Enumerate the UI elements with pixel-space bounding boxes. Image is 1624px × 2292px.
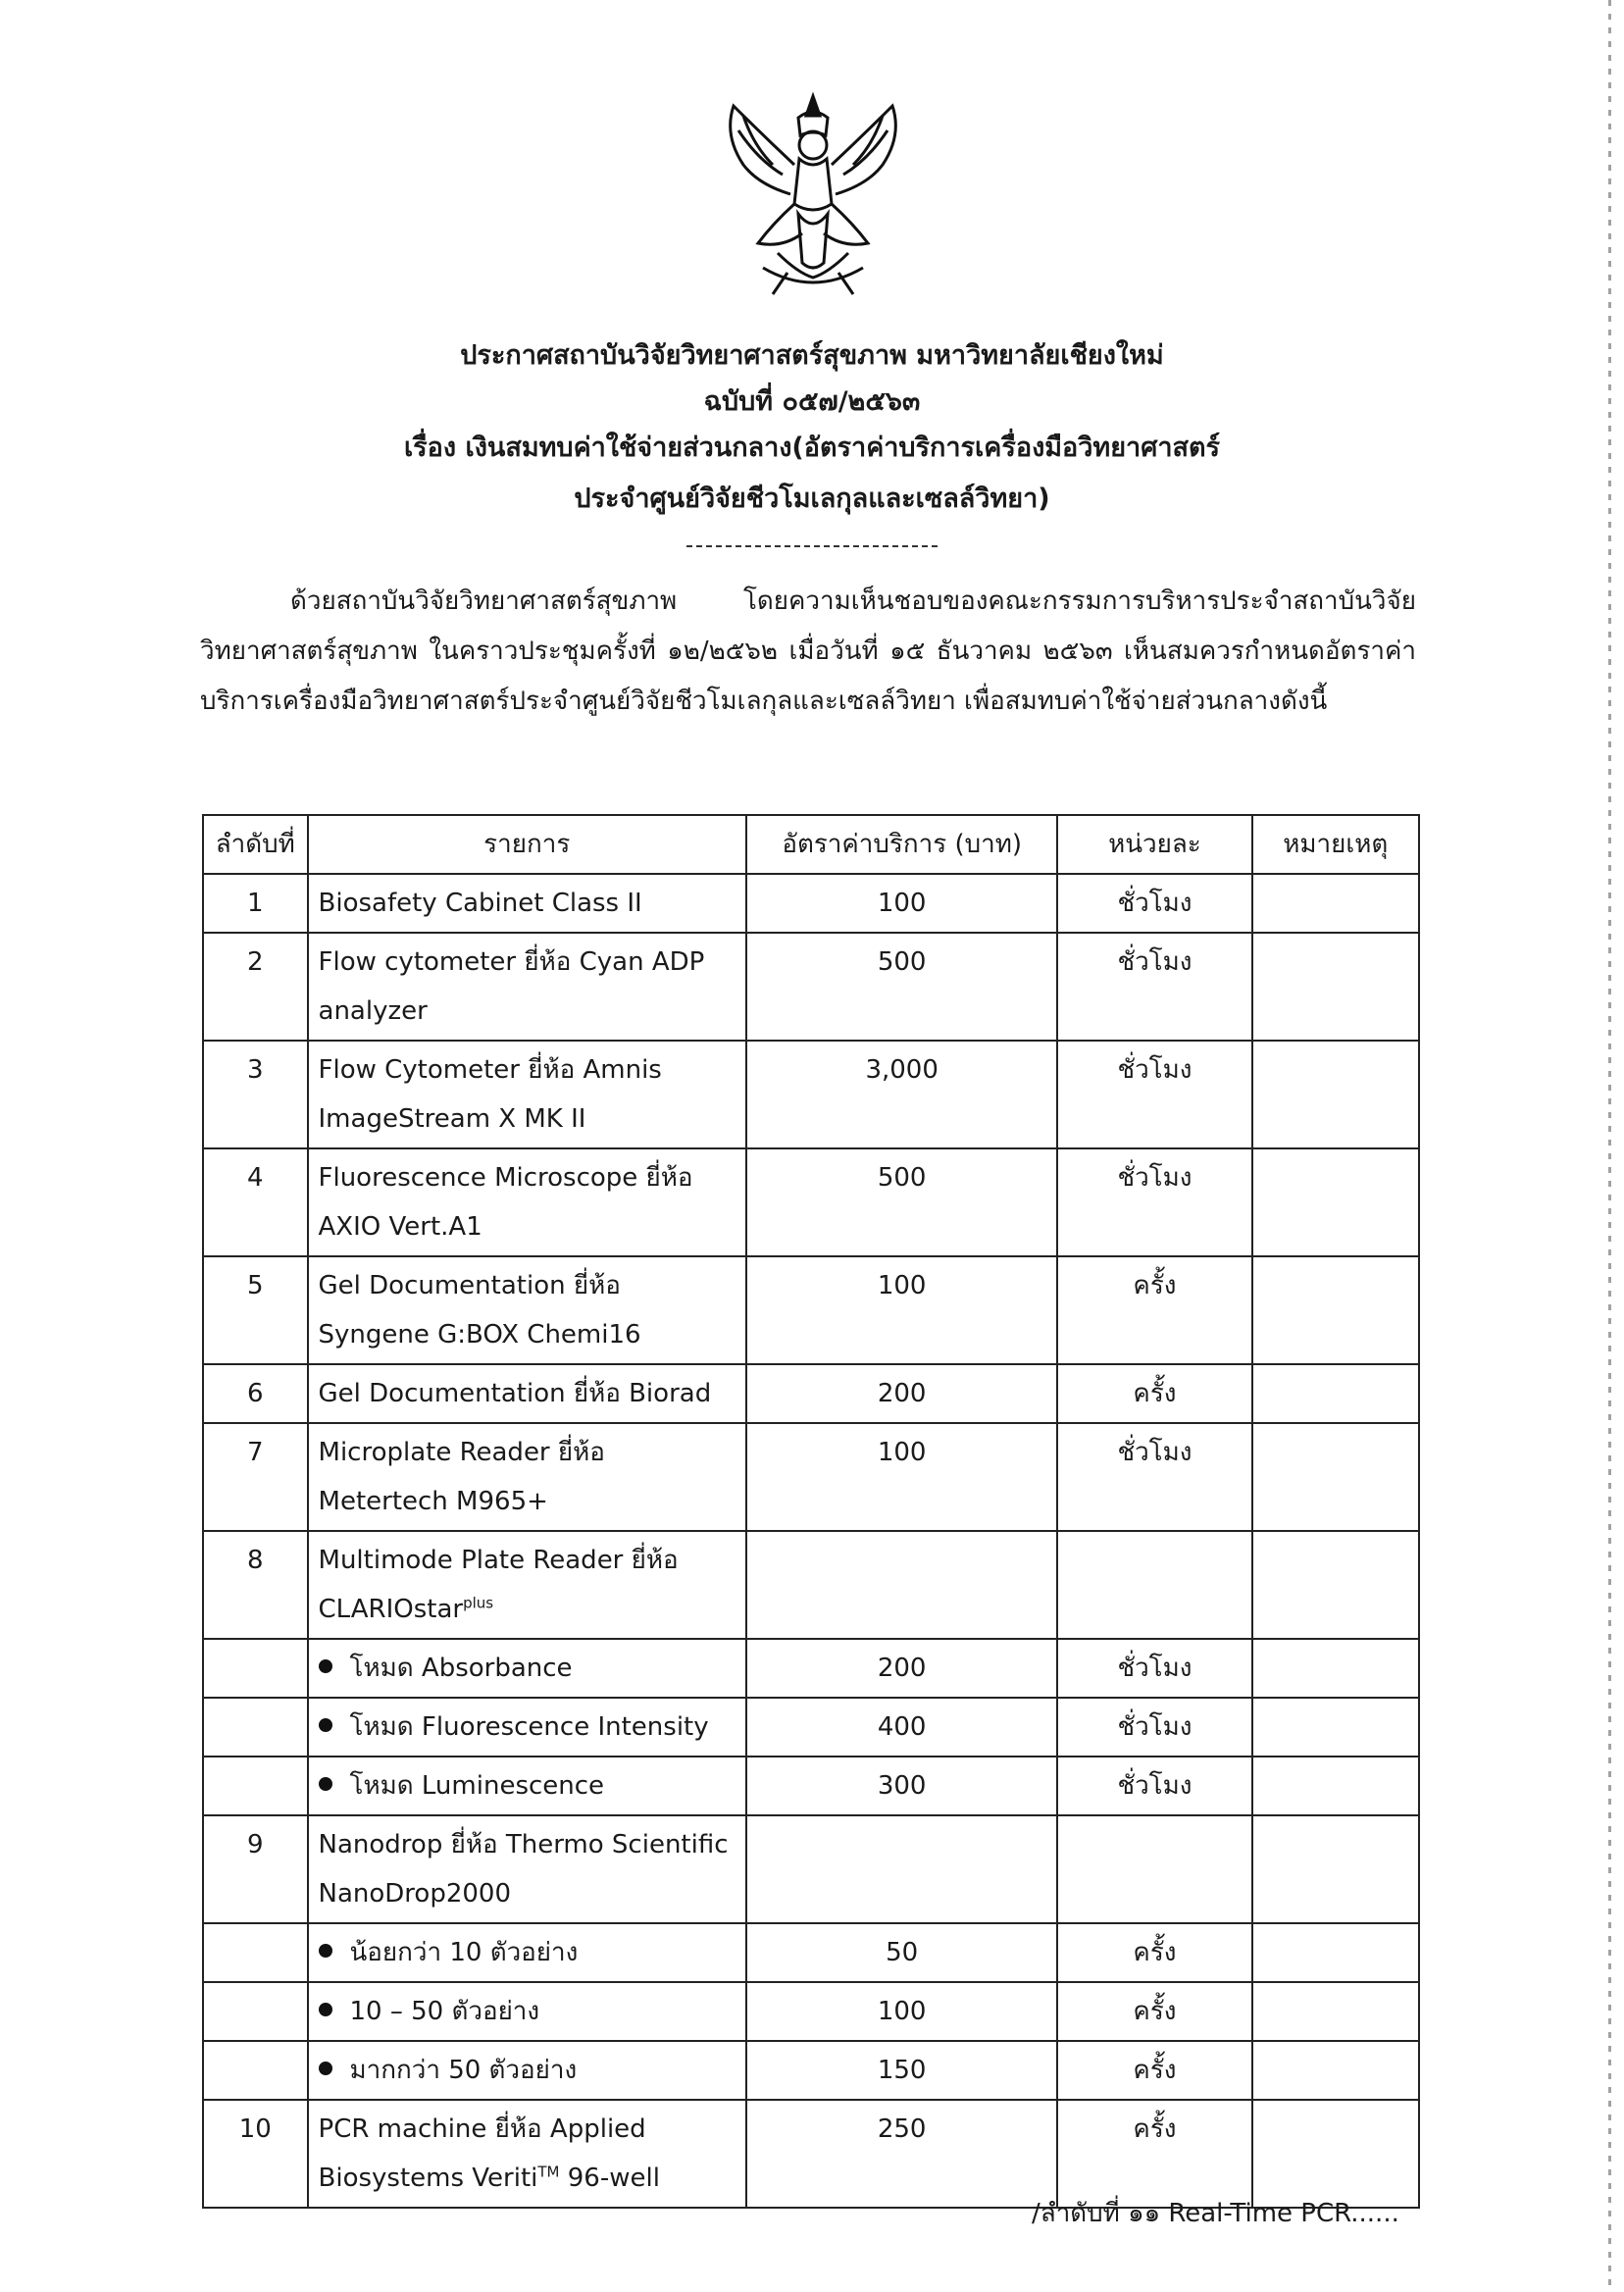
cell-no: 7 bbox=[203, 1423, 308, 1531]
item-text: โหมด Fluorescence Intensity bbox=[349, 1712, 709, 1742]
cell-note bbox=[1252, 1815, 1419, 1923]
item-superscript: plus bbox=[463, 1594, 494, 1612]
cell-unit: ชั่วโมง bbox=[1057, 1423, 1251, 1531]
cell-unit: ชั่วโมง bbox=[1057, 1757, 1251, 1815]
cell-rate: 200 bbox=[746, 1364, 1057, 1423]
cell-unit bbox=[1057, 1815, 1251, 1923]
cell-item bbox=[308, 1982, 746, 2041]
cell-rate: 400 bbox=[746, 1698, 1057, 1757]
cell-item bbox=[308, 1815, 746, 1923]
cell-no: 8 bbox=[203, 1531, 308, 1639]
bullet-icon bbox=[319, 1777, 332, 1791]
table-row bbox=[203, 1639, 1419, 1698]
cell-no: 1 bbox=[203, 874, 308, 933]
cell-item bbox=[308, 1364, 746, 1423]
announcement-title: ประกาศสถาบันวิจัยวิทยาศาสตร์สุขภาพ มหาวิทยาลัยเชียงใหม่ bbox=[460, 340, 1164, 371]
item-text: Gel Documentation ยี่ห้อ Biorad bbox=[318, 1379, 712, 1408]
table-header-row bbox=[203, 815, 1419, 874]
item-text: น้อยกว่า 10 ตัวอย่าง bbox=[349, 1938, 579, 1967]
cell-no: 5 bbox=[203, 1256, 308, 1364]
cell-no bbox=[203, 2041, 308, 2100]
cell-note bbox=[1252, 1041, 1419, 1148]
col-header-unit: หน่วยละ bbox=[1057, 815, 1251, 874]
cell-item bbox=[308, 1531, 746, 1639]
cell-note bbox=[1252, 1364, 1419, 1423]
announcement-subject: เรื่อง เงินสมทบค่าใช้จ่ายส่วนกลาง(อัตราค่าบริการเครื่องมือวิทยาศาสตร์ bbox=[403, 433, 1221, 463]
cell-item bbox=[308, 933, 746, 1041]
cell-rate: 500 bbox=[746, 933, 1057, 1041]
cell-no: 10 bbox=[203, 2100, 308, 2208]
cell-no bbox=[203, 1698, 308, 1757]
item-text: Gel Documentation ยี่ห้อ Syngene G:BOX Chemi16 bbox=[318, 1271, 641, 1350]
cell-unit: ชั่วโมง bbox=[1057, 1698, 1251, 1757]
title-divider bbox=[686, 545, 938, 547]
bullet-icon bbox=[319, 2003, 332, 2016]
item-text: Biosafety Cabinet Class II bbox=[318, 889, 642, 918]
table-row bbox=[203, 1256, 1419, 1364]
cell-note bbox=[1252, 874, 1419, 933]
cell-item bbox=[308, 1041, 746, 1148]
intro-paragraph bbox=[200, 577, 1416, 727]
cell-unit: ครั้ง bbox=[1057, 1982, 1251, 2041]
col-header-item: รายการ bbox=[308, 815, 746, 874]
bullet-icon bbox=[319, 1659, 332, 1673]
cell-note bbox=[1252, 1531, 1419, 1639]
table-row bbox=[203, 1982, 1419, 2041]
cell-no bbox=[203, 1982, 308, 2041]
cell-rate: 500 bbox=[746, 1148, 1057, 1256]
cell-note bbox=[1252, 1923, 1419, 1982]
item-text: โหมด Luminescence bbox=[349, 1771, 605, 1801]
bullet-icon bbox=[319, 1718, 332, 1732]
table-row bbox=[203, 1815, 1419, 1923]
cell-note bbox=[1252, 1256, 1419, 1364]
cell-unit: ชั่วโมง bbox=[1057, 933, 1251, 1041]
cell-unit: ชั่วโมง bbox=[1057, 1148, 1251, 1256]
cell-item bbox=[308, 2100, 746, 2208]
cell-item bbox=[308, 1256, 746, 1364]
scan-edge-artifact bbox=[1608, 0, 1611, 2292]
cell-no bbox=[203, 1757, 308, 1815]
cell-rate: 3,000 bbox=[746, 1041, 1057, 1148]
item-text: Flow Cytometer ยี่ห้อ Amnis ImageStream X MK II bbox=[318, 1055, 662, 1134]
cell-item bbox=[308, 1698, 746, 1757]
cell-unit bbox=[1057, 1531, 1251, 1639]
item-text: Multimode Plate Reader ยี่ห้อ CLARIOstar bbox=[318, 1546, 679, 1624]
cell-item bbox=[308, 1148, 746, 1256]
cell-rate: 50 bbox=[746, 1923, 1057, 1982]
item-superscript: TM bbox=[537, 2163, 560, 2181]
cell-note bbox=[1252, 933, 1419, 1041]
cell-note bbox=[1252, 1982, 1419, 2041]
item-text: Microplate Reader ยี่ห้อ Metertech M965+ bbox=[318, 1438, 605, 1516]
cell-unit: ชั่วโมง bbox=[1057, 1041, 1251, 1148]
cell-item bbox=[308, 1757, 746, 1815]
col-header-rate: อัตราค่าบริการ (บาท) bbox=[746, 815, 1057, 874]
table-body bbox=[203, 874, 1419, 2208]
cell-unit: ครั้ง bbox=[1057, 2100, 1251, 2208]
cell-note bbox=[1252, 2041, 1419, 2100]
table-row bbox=[203, 2100, 1419, 2208]
cell-note bbox=[1252, 2100, 1419, 2208]
cell-unit: ชั่วโมง bbox=[1057, 874, 1251, 933]
cell-rate bbox=[746, 1815, 1057, 1923]
item-text: Flow cytometer ยี่ห้อ Cyan ADP analyzer bbox=[318, 947, 705, 1026]
cell-unit: ครั้ง bbox=[1057, 1923, 1251, 1982]
table-row bbox=[203, 1757, 1419, 1815]
cell-no: 3 bbox=[203, 1041, 308, 1148]
item-text: โหมด Absorbance bbox=[349, 1654, 573, 1683]
table-row bbox=[203, 1148, 1419, 1256]
col-header-no: ลำดับที่ bbox=[203, 815, 308, 874]
cell-item bbox=[308, 2041, 746, 2100]
cell-no: 2 bbox=[203, 933, 308, 1041]
announcement-subject-cont: ประจำศูนย์วิจัยชีวโมเลกุลและเซลล์วิทยา) bbox=[574, 484, 1050, 514]
cell-no: 9 bbox=[203, 1815, 308, 1923]
cell-rate: 100 bbox=[746, 1982, 1057, 2041]
service-rate-table bbox=[202, 814, 1420, 2209]
cell-note bbox=[1252, 1423, 1419, 1531]
item-text: PCR machine ยี่ห้อ Applied Biosystems Veriti bbox=[318, 2114, 646, 2193]
cell-unit: ครั้ง bbox=[1057, 1256, 1251, 1364]
bullet-icon bbox=[319, 2062, 332, 2075]
bullet-icon bbox=[319, 1944, 332, 1958]
cell-rate: 200 bbox=[746, 1639, 1057, 1698]
item-tail: 96-well bbox=[559, 2164, 660, 2193]
cell-rate: 300 bbox=[746, 1757, 1057, 1815]
cell-no bbox=[203, 1639, 308, 1698]
cell-rate: 100 bbox=[746, 1256, 1057, 1364]
cell-note bbox=[1252, 1757, 1419, 1815]
cell-no: 4 bbox=[203, 1148, 308, 1256]
cell-rate: 250 bbox=[746, 2100, 1057, 2208]
item-text: Nanodrop ยี่ห้อ Thermo Scientific NanoDrop2000 bbox=[318, 1830, 729, 1909]
table-row bbox=[203, 1423, 1419, 1531]
cell-no bbox=[203, 1923, 308, 1982]
cell-note bbox=[1252, 1148, 1419, 1256]
cell-unit: ครั้ง bbox=[1057, 1364, 1251, 1423]
cell-no: 6 bbox=[203, 1364, 308, 1423]
cell-item bbox=[308, 1923, 746, 1982]
table-row bbox=[203, 1041, 1419, 1148]
cell-unit: ชั่วโมง bbox=[1057, 1639, 1251, 1698]
garuda-emblem bbox=[704, 76, 922, 304]
cell-rate: 100 bbox=[746, 1423, 1057, 1531]
cell-rate: 150 bbox=[746, 2041, 1057, 2100]
cell-note bbox=[1252, 1698, 1419, 1757]
cell-rate: 100 bbox=[746, 874, 1057, 933]
table-row bbox=[203, 1531, 1419, 1639]
item-text: Fluorescence Microscope ยี่ห้อ AXIO Vert.A1 bbox=[318, 1163, 693, 1242]
cell-item bbox=[308, 1639, 746, 1698]
continuation-note: /ลำดับที่ ๑๑ Real-Time PCR...... bbox=[1032, 2199, 1399, 2228]
cell-unit: ครั้ง bbox=[1057, 2041, 1251, 2100]
announcement-number: ฉบับที่ ๐๕๗/๒๕๖๓ bbox=[703, 386, 921, 417]
cell-note bbox=[1252, 1639, 1419, 1698]
table-row bbox=[203, 1698, 1419, 1757]
table-row bbox=[203, 874, 1419, 933]
table-row bbox=[203, 1923, 1419, 1982]
intro-text: ด้วยสถาบันวิจัยวิทยาศาสตร์สุขภาพ โดยความเห็นชอบของคณะกรรมการบริหารประจำสถาบันวิจัยวิทยาศาสตร์สุขภาพ ในคราวประชุมครั้งที่ ๑๒/๒๕๖๒ เมื่อวันที่ ๑๕ ธันวาคม ๒๕๖๓ เห็นสมควรกำหนดอัตราค่าบริการเครื่องมือวิทยาศาสตร์ประจำศูนย์วิจัยชีวโมเลกุลและเซลล์วิทยา เพื่อสมทบค่าใช้จ่ายส่วนกลางดังนี้ bbox=[200, 586, 1416, 716]
table-row bbox=[203, 933, 1419, 1041]
table-row bbox=[203, 1364, 1419, 1423]
col-header-note: หมายเหตุ bbox=[1252, 815, 1419, 874]
cell-item bbox=[308, 1423, 746, 1531]
table-row bbox=[203, 2041, 1419, 2100]
item-text: มากกว่า 50 ตัวอย่าง bbox=[349, 2056, 578, 2085]
cell-item bbox=[308, 874, 746, 933]
item-text: 10 – 50 ตัวอย่าง bbox=[349, 1997, 540, 2026]
cell-rate bbox=[746, 1531, 1057, 1639]
